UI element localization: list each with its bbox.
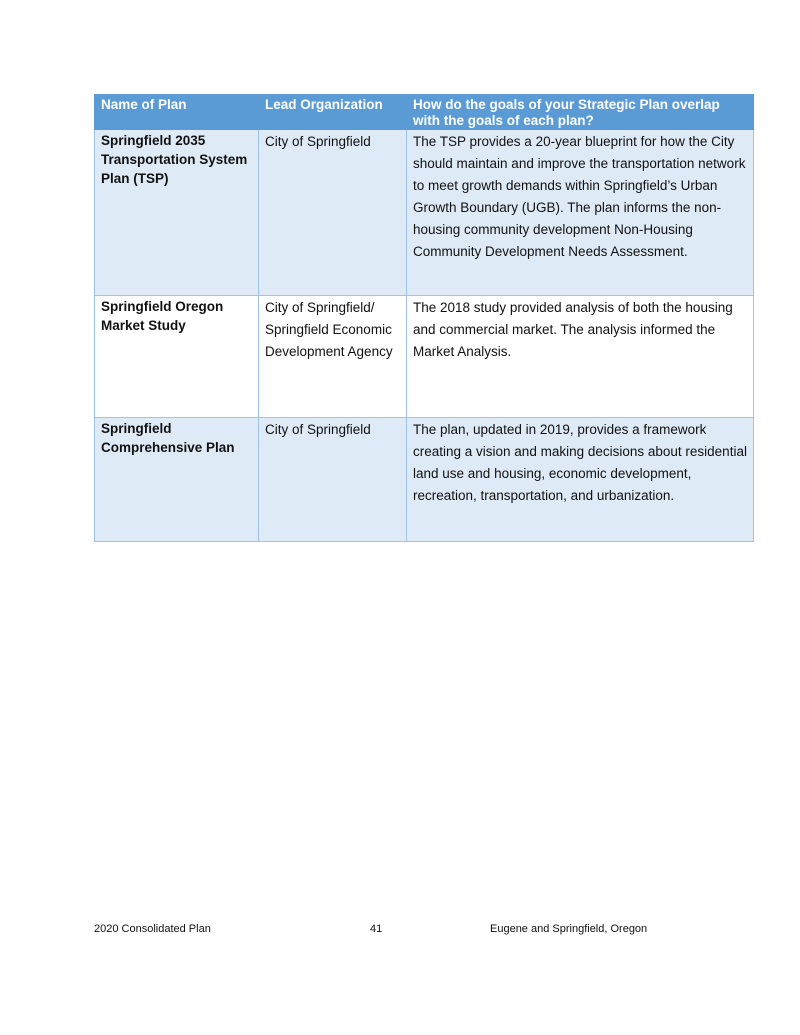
- footer-page-number: 41: [370, 923, 383, 935]
- goals-overlap-cell: The 2018 study provided analysis of both the housing and commercial market. The analysis informed the Market Analysis.: [407, 296, 754, 418]
- lead-organization-cell: City of Springfield: [259, 418, 407, 542]
- table-header-row: [95, 95, 754, 130]
- plan-name-cell: Springfield Oregon Market Study: [95, 296, 259, 418]
- table-row: [95, 130, 754, 296]
- plan-name-cell: Springfield Comprehensive Plan: [95, 418, 259, 542]
- goals-overlap-cell: The TSP provides a 20-year blueprint for how the City should maintain and improve the transportation network to meet growth demands within Springfield’s Urban Growth Boundary (UGB). The plan informs the non-housing community development Non-Housing Community Development Needs Assessment.: [407, 130, 754, 296]
- table-row: [95, 418, 754, 542]
- table-row: [95, 296, 754, 418]
- header-lead-organization: Lead Organization: [259, 95, 407, 130]
- plans-table: [94, 94, 754, 542]
- footer-document-title: 2020 Consolidated Plan: [94, 923, 211, 935]
- plan-name-cell: Springfield 2035 Transportation System Plan (TSP): [95, 130, 259, 296]
- footer-jurisdiction: Eugene and Springfield, Oregon: [490, 923, 648, 935]
- lead-organization-cell: City of Springfield/ Springfield Economic Development Agency: [259, 296, 407, 418]
- header-name-of-plan: Name of Plan: [95, 95, 259, 130]
- header-goals-overlap: How do the goals of your Strategic Plan overlap with the goals of each plan?: [407, 95, 754, 130]
- goals-overlap-cell: The plan, updated in 2019, provides a framework creating a vision and making decisions about residential land use and housing, economic development, recreation, transportation, and urbanization.: [407, 418, 754, 542]
- lead-organization-cell: City of Springfield: [259, 130, 407, 296]
